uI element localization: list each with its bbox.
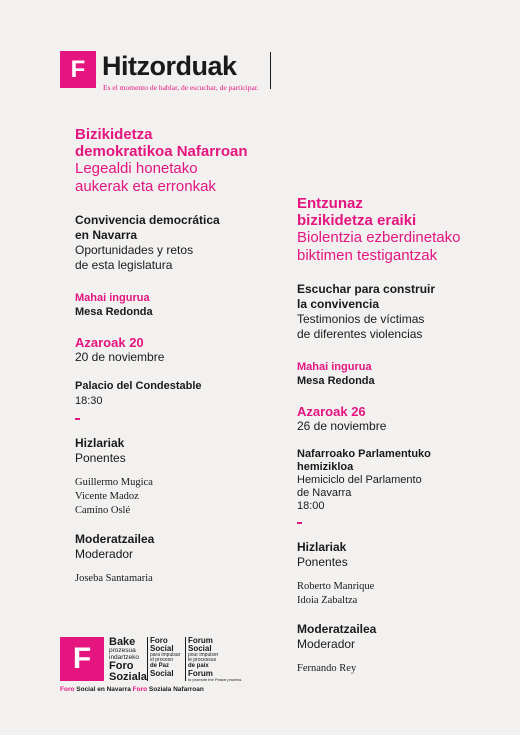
left-speaker-1: Guillermo Mugica (75, 477, 153, 488)
right-date-eu: Azaroak 26 (297, 404, 366, 419)
footer-fm-7: to promote the Peace process (188, 677, 242, 682)
left-es-title-line2: en Navarra (75, 228, 138, 242)
footer-logo (60, 636, 242, 697)
right-es-title-line1: Escuchar para construir (297, 282, 436, 296)
right-subtitle-line1: Biolentzia ezberdinetako (297, 229, 461, 246)
footer-indartzeko: indartzeko (109, 653, 139, 661)
right-place-es-line1: Hemiciclo del Parlamento (297, 474, 422, 486)
left-date-es: 20 de noviembre (75, 350, 165, 364)
left-es-sub-line1: Oportunidades y retos (75, 243, 194, 257)
right-speaker-1: Roberto Manrique (297, 581, 375, 592)
right-event (297, 195, 497, 676)
right-place-es-line2: de Navarra (297, 487, 352, 499)
footer-bottom-a-foro: Foro (60, 686, 75, 693)
right-time: 18:00 (297, 500, 325, 512)
right-subtitle-line2: biktimen testigantzak (297, 247, 438, 264)
footer-fs-6: Social (150, 669, 174, 678)
left-subtitle-line2: aukerak eta erronkak (75, 178, 216, 195)
right-format-eu: Mahai ingurua (297, 361, 372, 373)
left-moderator-eu: Moderatzailea (75, 532, 155, 546)
footer-fs-5: de Paz (150, 663, 170, 669)
right-moderator-es: Moderador (297, 637, 356, 651)
right-speakers-eu: Hizlariak (297, 540, 347, 554)
footer-forum-block (188, 636, 242, 682)
left-subtitle-line1: Legealdi honetako (75, 160, 198, 177)
left-title-line2: demokratikoa Nafarroan (75, 143, 248, 160)
right-format-es: Mesa Redonda (297, 375, 375, 387)
footer-bake: Bake (109, 636, 136, 648)
brand-tagline: Es el momento de hablar, de escuchar, de participar. (103, 83, 259, 92)
header-logo-icon (60, 51, 96, 88)
right-place-eu-line1: Nafarroako Parlamentuko (297, 448, 431, 460)
right-title-line2: bizikidetza eraiki (297, 212, 417, 229)
left-es-title-line1: Convivencia democrática (75, 213, 220, 227)
right-title-line1: Entzunaz (297, 195, 363, 212)
footer-fm-1: Forum (188, 636, 213, 645)
left-moderator-es: Moderador (75, 547, 134, 561)
footer-fm-3: pour impulser (188, 652, 219, 658)
footer-divider-1 (147, 637, 148, 681)
right-place-eu-line2: hemizikloa (297, 461, 354, 473)
right-speaker-2: Idoia Zabaltza (297, 595, 358, 606)
footer-fm-2: Social (188, 644, 212, 653)
footer-fs-2: Social (150, 644, 174, 653)
logo-letter: F (70, 55, 86, 83)
footer-bottom-b: Soziala Nafarroan (147, 686, 204, 693)
footer-bottom-b-foro: Foro (132, 686, 148, 693)
footer-fm-5: de paix (188, 663, 209, 669)
brand-title: Hitzorduak (102, 51, 237, 81)
footer-divider-2 (185, 637, 186, 681)
left-format-es: Mesa Redonda (75, 306, 153, 318)
left-format-eu: Mahai ingurua (75, 292, 150, 304)
left-speaker-3: Camino Oslé (75, 505, 131, 516)
footer-bottom-line (60, 686, 204, 693)
footer-logo-icon (60, 637, 104, 681)
footer-fm-4: le processus (188, 657, 217, 663)
footer-foro: Foro (109, 660, 134, 672)
footer-foro-social-block (150, 637, 186, 678)
footer-prozesua: prozesua (109, 647, 136, 654)
footer-logo-letter: F (72, 642, 92, 675)
footer-fs-1: Foro (150, 636, 168, 645)
right-moderator-eu: Moderatzailea (297, 622, 377, 636)
right-moderator-name: Fernando Rey (297, 663, 357, 674)
right-es-sub-line2: de diferentes violencias (297, 327, 423, 341)
left-place: Palacio del Condestable (75, 380, 202, 392)
footer-bake-block (109, 637, 147, 683)
right-es-title-line2: la convivencia (297, 297, 380, 311)
left-speakers-es: Ponentes (75, 451, 126, 465)
left-es-sub-line2: de esta legislatura (75, 258, 173, 272)
left-speaker-2: Vicente Madoz (75, 491, 139, 502)
left-speakers-eu: Hizlariak (75, 436, 125, 450)
footer-fs-3: para impulsar (150, 652, 181, 658)
right-speakers-es: Ponentes (297, 555, 348, 569)
left-date-eu: Azaroak 20 (75, 335, 144, 350)
footer-bottom-a: Social en Navarra (74, 686, 131, 693)
left-time: 18:30 (75, 395, 103, 407)
footer-fs-4: el proceso (150, 657, 174, 663)
left-title-line1: Bizikidetza (75, 126, 153, 143)
footer-soziala: Soziala (109, 671, 147, 683)
right-es-sub-line1: Testimonios de víctimas (297, 312, 425, 326)
left-event (75, 126, 275, 586)
footer-fm-6: Forum (188, 669, 213, 678)
header-divider (270, 52, 271, 89)
right-date-es: 26 de noviembre (297, 419, 387, 433)
left-moderator-name: Joseba Santamaria (75, 573, 153, 584)
